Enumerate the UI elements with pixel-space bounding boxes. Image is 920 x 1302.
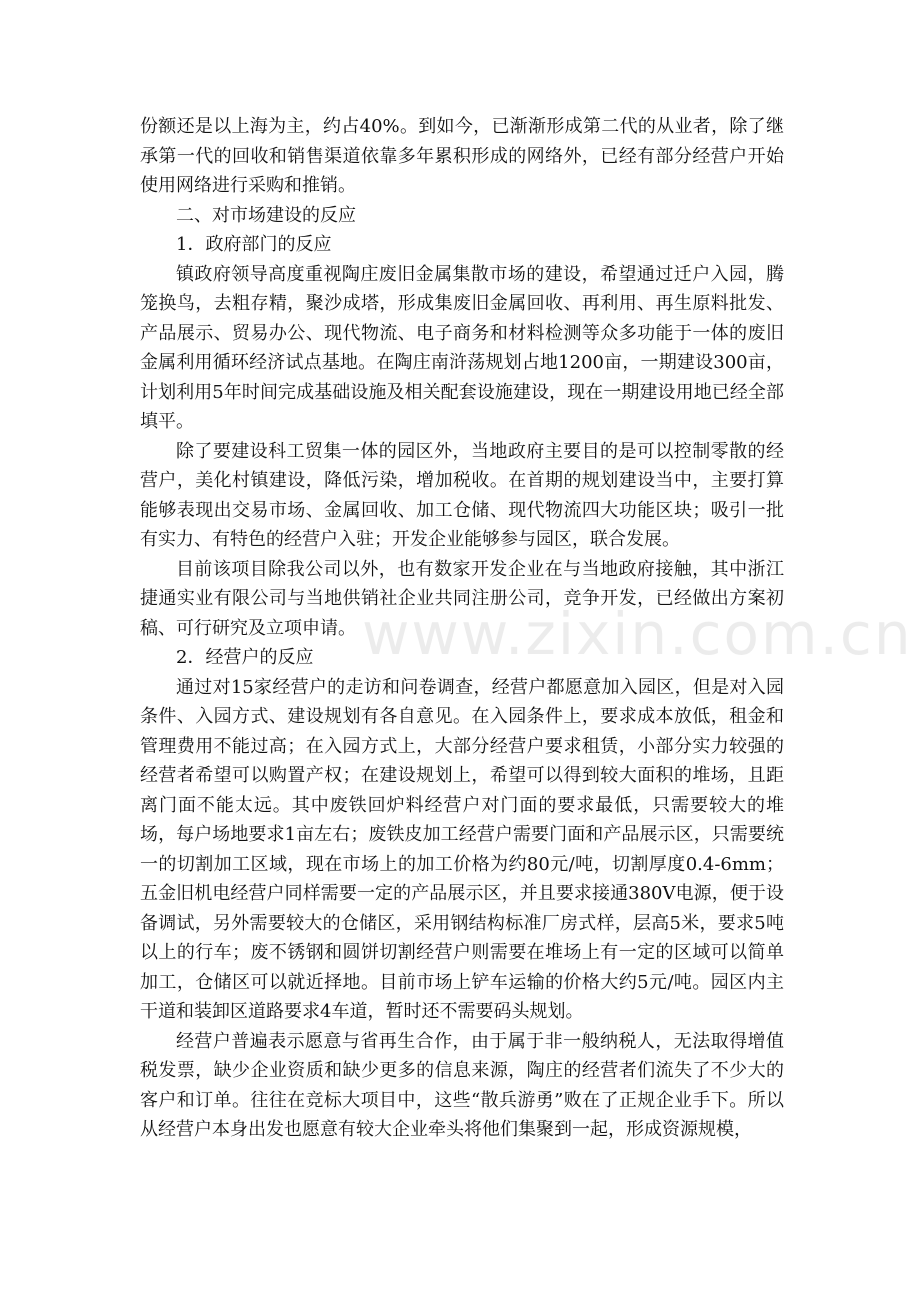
paragraph-continuation: 份额还是以上海为主，约占40%。到如今，已渐渐形成第二代的从业者，除了继承第一代的回收和销售渠道依靠多年累积形成的网络外，已经有部分经营户开始使用网络进行采购和推销。 bbox=[140, 116, 784, 196]
watermark-text: www.zixin.com.cn bbox=[362, 600, 913, 668]
paragraph-operator-survey: 通过对15家经营户的走访和问卷调查，经营户都愿意加入园区，但是对入园条件、入园方式、建设规划有各自意见。在入园条件上，要求成本放低，租金和管理费用不能过高；在入园方式上，大部分经营户要求租赁，小部分实力较强的经营者希望可以购置产权；在建设规划上，希望可以得到较大面积的堆场，且距离门面不能太远。其中废铁回炉料经营户对门面的要求最低，只需要较大的堆场，每户场地要求1亩左右；废铁皮加工经营户需要门面和产品展示区，只需要统一的切割加工区域，现在市场上的加工价格为约80元/吨，切割厚度0.4-6mm；五金旧机电经营户同样需要一定的产品展示区，并且要求接通380V电源，便于设备调试，另外需要较大的仓储区，采用钢结构标准厂房式样，层高5米，要求5吨以上的行车；废不锈钢和圆饼切割经营户则需要在堆场上有一定的区域可以简单加工，仓储区可以就近择地。目前市场上铲车运输的价格大约5元/吨。园区内主干道和装卸区道路要求4车道，暂时还不需要码头规划。 bbox=[140, 676, 784, 1022]
section-heading: 二、对市场建设的反应 bbox=[176, 204, 356, 226]
paragraph-government-plan: 镇政府领导高度重视陶庄废旧金属集散市场的建设，希望通过迁户入园，腾笼换鸟，去粗存精，聚沙成塔，形成集废旧金属回收、再利用、再生原料批发、产品展示、贸易办公、现代物流、电子商务和材料检测等众多功能于一体的废旧金属利用循环经济试点基地。在陶庄南浒荡规划占地1200亩，一期建设300亩，计划利用5年时间完成基础设施及相关配套设施建设，现在一期建设用地已经全部填平。 bbox=[140, 263, 784, 432]
paragraph-competitors: 目前该项目除我公司以外，也有数家开发企业在与当地政府接触，其中浙江捷通实业有限公司与当地供销社企业共同注册公司，竞争开发，已经做出方案初稿、可行研究及立项申请。 bbox=[140, 558, 784, 639]
subsection-heading-government: 1．政府部门的反应 bbox=[176, 234, 332, 255]
paragraph-government-goals: 除了要建设科工贸集一体的园区外，当地政府主要目的是可以控制零散的经营户，美化村镇建设，降低污染，增加税收。在首期的规划建设当中，主要打算能够表现出交易市场、金属回收、加工仓储、现代物流四大功能区块；吸引一批有实力、有特色的经营户入驻；开发企业能够参与园区，联合发展。 bbox=[140, 440, 784, 550]
paragraph-operator-cooperation: 经营户普遍表示愿意与省再生合作，由于属于非一般纳税人，无法取得增值税发票，缺少企业资质和缺少更多的信息来源，陶庄的经营者们流失了不少大的客户和订单。往往在竞标大项目中，这些“散兵游勇”败在了正规企业手下。所以从经营户本身出发也愿意有较大企业牵头将他们集聚到一起，形成资源规模， bbox=[140, 1030, 784, 1140]
subsection-heading-operators: 2．经营户的反应 bbox=[176, 647, 314, 668]
document-body bbox=[140, 112, 784, 1145]
